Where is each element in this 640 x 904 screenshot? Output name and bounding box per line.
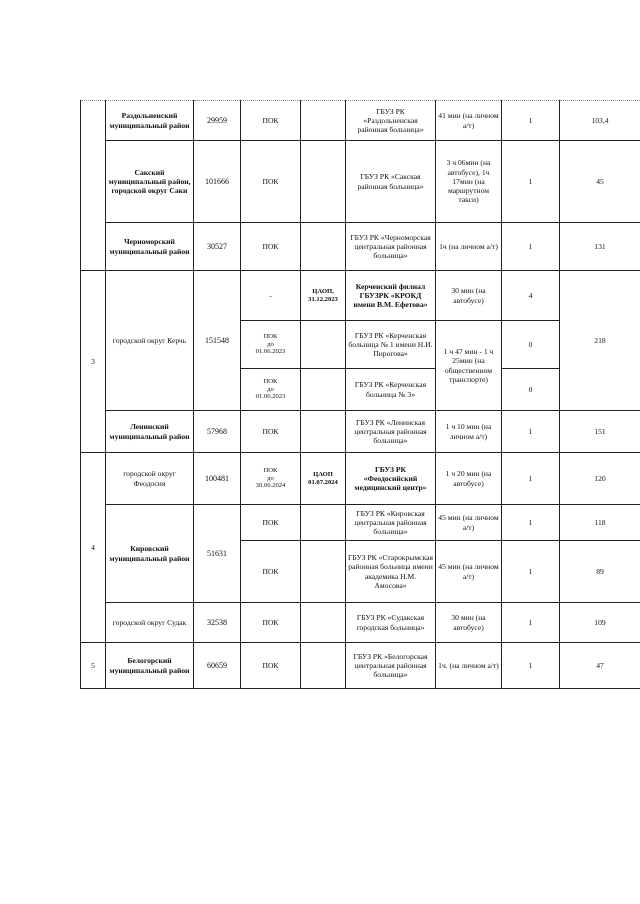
population-cell: 30527 (194, 223, 241, 271)
organization-cell: ГБУЗ РК «Сакская районная больница» (346, 141, 436, 223)
center-cell (301, 223, 346, 271)
status-line: до (267, 340, 274, 348)
district-cell: городской округ Феодосия (106, 453, 194, 505)
count-cell: 1 (502, 101, 560, 141)
status-cell: ПОК (241, 101, 301, 141)
district-cell: городской округ Керчь (106, 271, 194, 411)
row-number-cell: 3 (81, 271, 106, 453)
table-row (81, 643, 640, 689)
organization-cell: ГБУЗ РК «Судакская городская больница» (346, 603, 436, 643)
row-number-cell: 5 (81, 643, 106, 689)
district-cell: Белогорский муниципальный район (106, 643, 194, 689)
status-date: 01.06.2023 (255, 393, 286, 401)
count-cell: 1 (502, 223, 560, 271)
oncology-facilities-table (80, 100, 640, 689)
travel-time-cell: 1 ч 47 мин - 1 ч 25мин (на общественном транспорте) (436, 321, 502, 411)
distance-cell: 151 (560, 411, 640, 453)
center-cell (301, 271, 346, 321)
count-cell: 1 (502, 541, 560, 603)
status-line: ПОК (263, 332, 278, 340)
count-cell: 1 (502, 141, 560, 223)
center-line: ЦАОП, (312, 287, 334, 295)
status-cell (241, 321, 301, 369)
travel-time-cell: 1ч. (на личном а/т) (436, 643, 502, 689)
status-line: до (267, 385, 274, 393)
count-cell: 1 (502, 453, 560, 505)
distance-cell: 47 (560, 643, 640, 689)
population-cell: 57968 (194, 411, 241, 453)
center-cell (301, 101, 346, 141)
travel-time-cell: 1 ч 10 мин (на личном а/т) (436, 411, 502, 453)
population-cell: 32538 (194, 603, 241, 643)
row-number-cell: 4 (81, 453, 106, 643)
center-cell (301, 453, 346, 505)
travel-time-cell: 3 ч 06мин (на автобусе), 1ч 17мин (на маршрутном такси) (436, 141, 502, 223)
table-row (81, 603, 640, 643)
count-cell: 1 (502, 505, 560, 541)
table-row (81, 271, 640, 321)
table-row (81, 101, 640, 141)
travel-time-cell: 1 ч 20 мин (на автобусе) (436, 453, 502, 505)
district-cell: Ленинский муниципальный район (106, 411, 194, 453)
status-cell: ПОК (241, 141, 301, 223)
table-row (81, 453, 640, 505)
center-cell (301, 369, 346, 411)
center-cell (301, 643, 346, 689)
status-cell: ПОК (241, 411, 301, 453)
status-cell (241, 369, 301, 411)
status-cell: ПОК (241, 223, 301, 271)
status-cell: - (241, 271, 301, 321)
count-cell: 1 (502, 411, 560, 453)
count-cell: 0 (502, 321, 560, 369)
status-cell: ПОК (241, 541, 301, 603)
travel-time-cell: 45 мин (на личном а/т) (436, 505, 502, 541)
status-date: 01.06.2023 (255, 348, 286, 356)
organization-cell: ГБУЗ РК «Феодосийский медицинский центр» (346, 453, 436, 505)
status-cell: ПОК (241, 505, 301, 541)
center-cell (301, 411, 346, 453)
status-cell: ПОК (241, 643, 301, 689)
distance-cell: 131 (560, 223, 640, 271)
table-row (81, 223, 640, 271)
organization-cell: Керченский филиал ГБУЗРК «КРОКД имени В.М. Ефетова» (346, 271, 436, 321)
district-cell: Черноморский муниципальный район (106, 223, 194, 271)
population-cell: 101666 (194, 141, 241, 223)
travel-time-cell: 45 мин (на личном а/т) (436, 541, 502, 603)
status-date: 30.06.2024 (255, 482, 286, 490)
status-line: до (267, 474, 274, 482)
district-cell: Раздольненский муниципальный район (106, 101, 194, 141)
center-date: 31.12.2023 (308, 295, 338, 303)
distance-cell: 45 (560, 141, 640, 223)
center-cell (301, 603, 346, 643)
population-cell: 29959 (194, 101, 241, 141)
travel-time-cell: 41 мин (на личном а/т) (436, 101, 502, 141)
center-cell (301, 541, 346, 603)
count-cell: 0 (502, 369, 560, 411)
center-cell (301, 505, 346, 541)
table-row (81, 505, 640, 541)
center-date: 01.07.2024 (308, 478, 338, 486)
district-cell: городской округ Судак (106, 603, 194, 643)
district-cell: Кировский муниципальный район (106, 505, 194, 603)
status-line: ПОК (263, 466, 278, 474)
distance-cell: 109 (560, 603, 640, 643)
status-cell: ПОК (241, 603, 301, 643)
population-cell: 60659 (194, 643, 241, 689)
status-line: ПОК (263, 377, 278, 385)
count-cell: 1 (502, 603, 560, 643)
distance-cell: 118 (560, 505, 640, 541)
organization-cell: ГБУЗ РК «Керченская больница № 3» (346, 369, 436, 411)
travel-time-cell: 1ч (на личном а/т) (436, 223, 502, 271)
organization-cell: ГБУЗ РК «Старокрымская районная больница имени академика Н.М. Амосова» (346, 541, 436, 603)
center-cell (301, 321, 346, 369)
travel-time-cell: 30 мин (на автобусе) (436, 271, 502, 321)
status-cell (241, 453, 301, 505)
center-cell (301, 141, 346, 223)
table-row (81, 141, 640, 223)
travel-time-cell: 30 мин (на автобусе) (436, 603, 502, 643)
row-number-cell (81, 101, 106, 271)
organization-cell: ГБУЗ РК «Белогорская центральная районная больница» (346, 643, 436, 689)
organization-cell: ГБУЗ РК «Кировская центральная районная больница» (346, 505, 436, 541)
population-cell: 51631 (194, 505, 241, 603)
table-row (81, 411, 640, 453)
count-cell: 1 (502, 643, 560, 689)
center-line: ЦАОП (313, 470, 333, 478)
organization-cell: ГБУЗ РК «Раздольненская районная больница» (346, 101, 436, 141)
organization-cell: ГБУЗ РК «Ленинская центральная районная больница» (346, 411, 436, 453)
organization-cell: ГБУЗ РК «Керченская больница № 1 имени Н.И. Пирогова» (346, 321, 436, 369)
distance-cell: 218 (560, 271, 640, 411)
district-cell: Сакский муниципальный район, городской округ Саки (106, 141, 194, 223)
organization-cell: ГБУЗ РК «Черноморская центральная районная больница» (346, 223, 436, 271)
population-cell: 151548 (194, 271, 241, 411)
count-cell: 4 (502, 271, 560, 321)
distance-cell: 103,4 (560, 101, 640, 141)
distance-cell: 120 (560, 453, 640, 505)
population-cell: 100481 (194, 453, 241, 505)
distance-cell: 89 (560, 541, 640, 603)
